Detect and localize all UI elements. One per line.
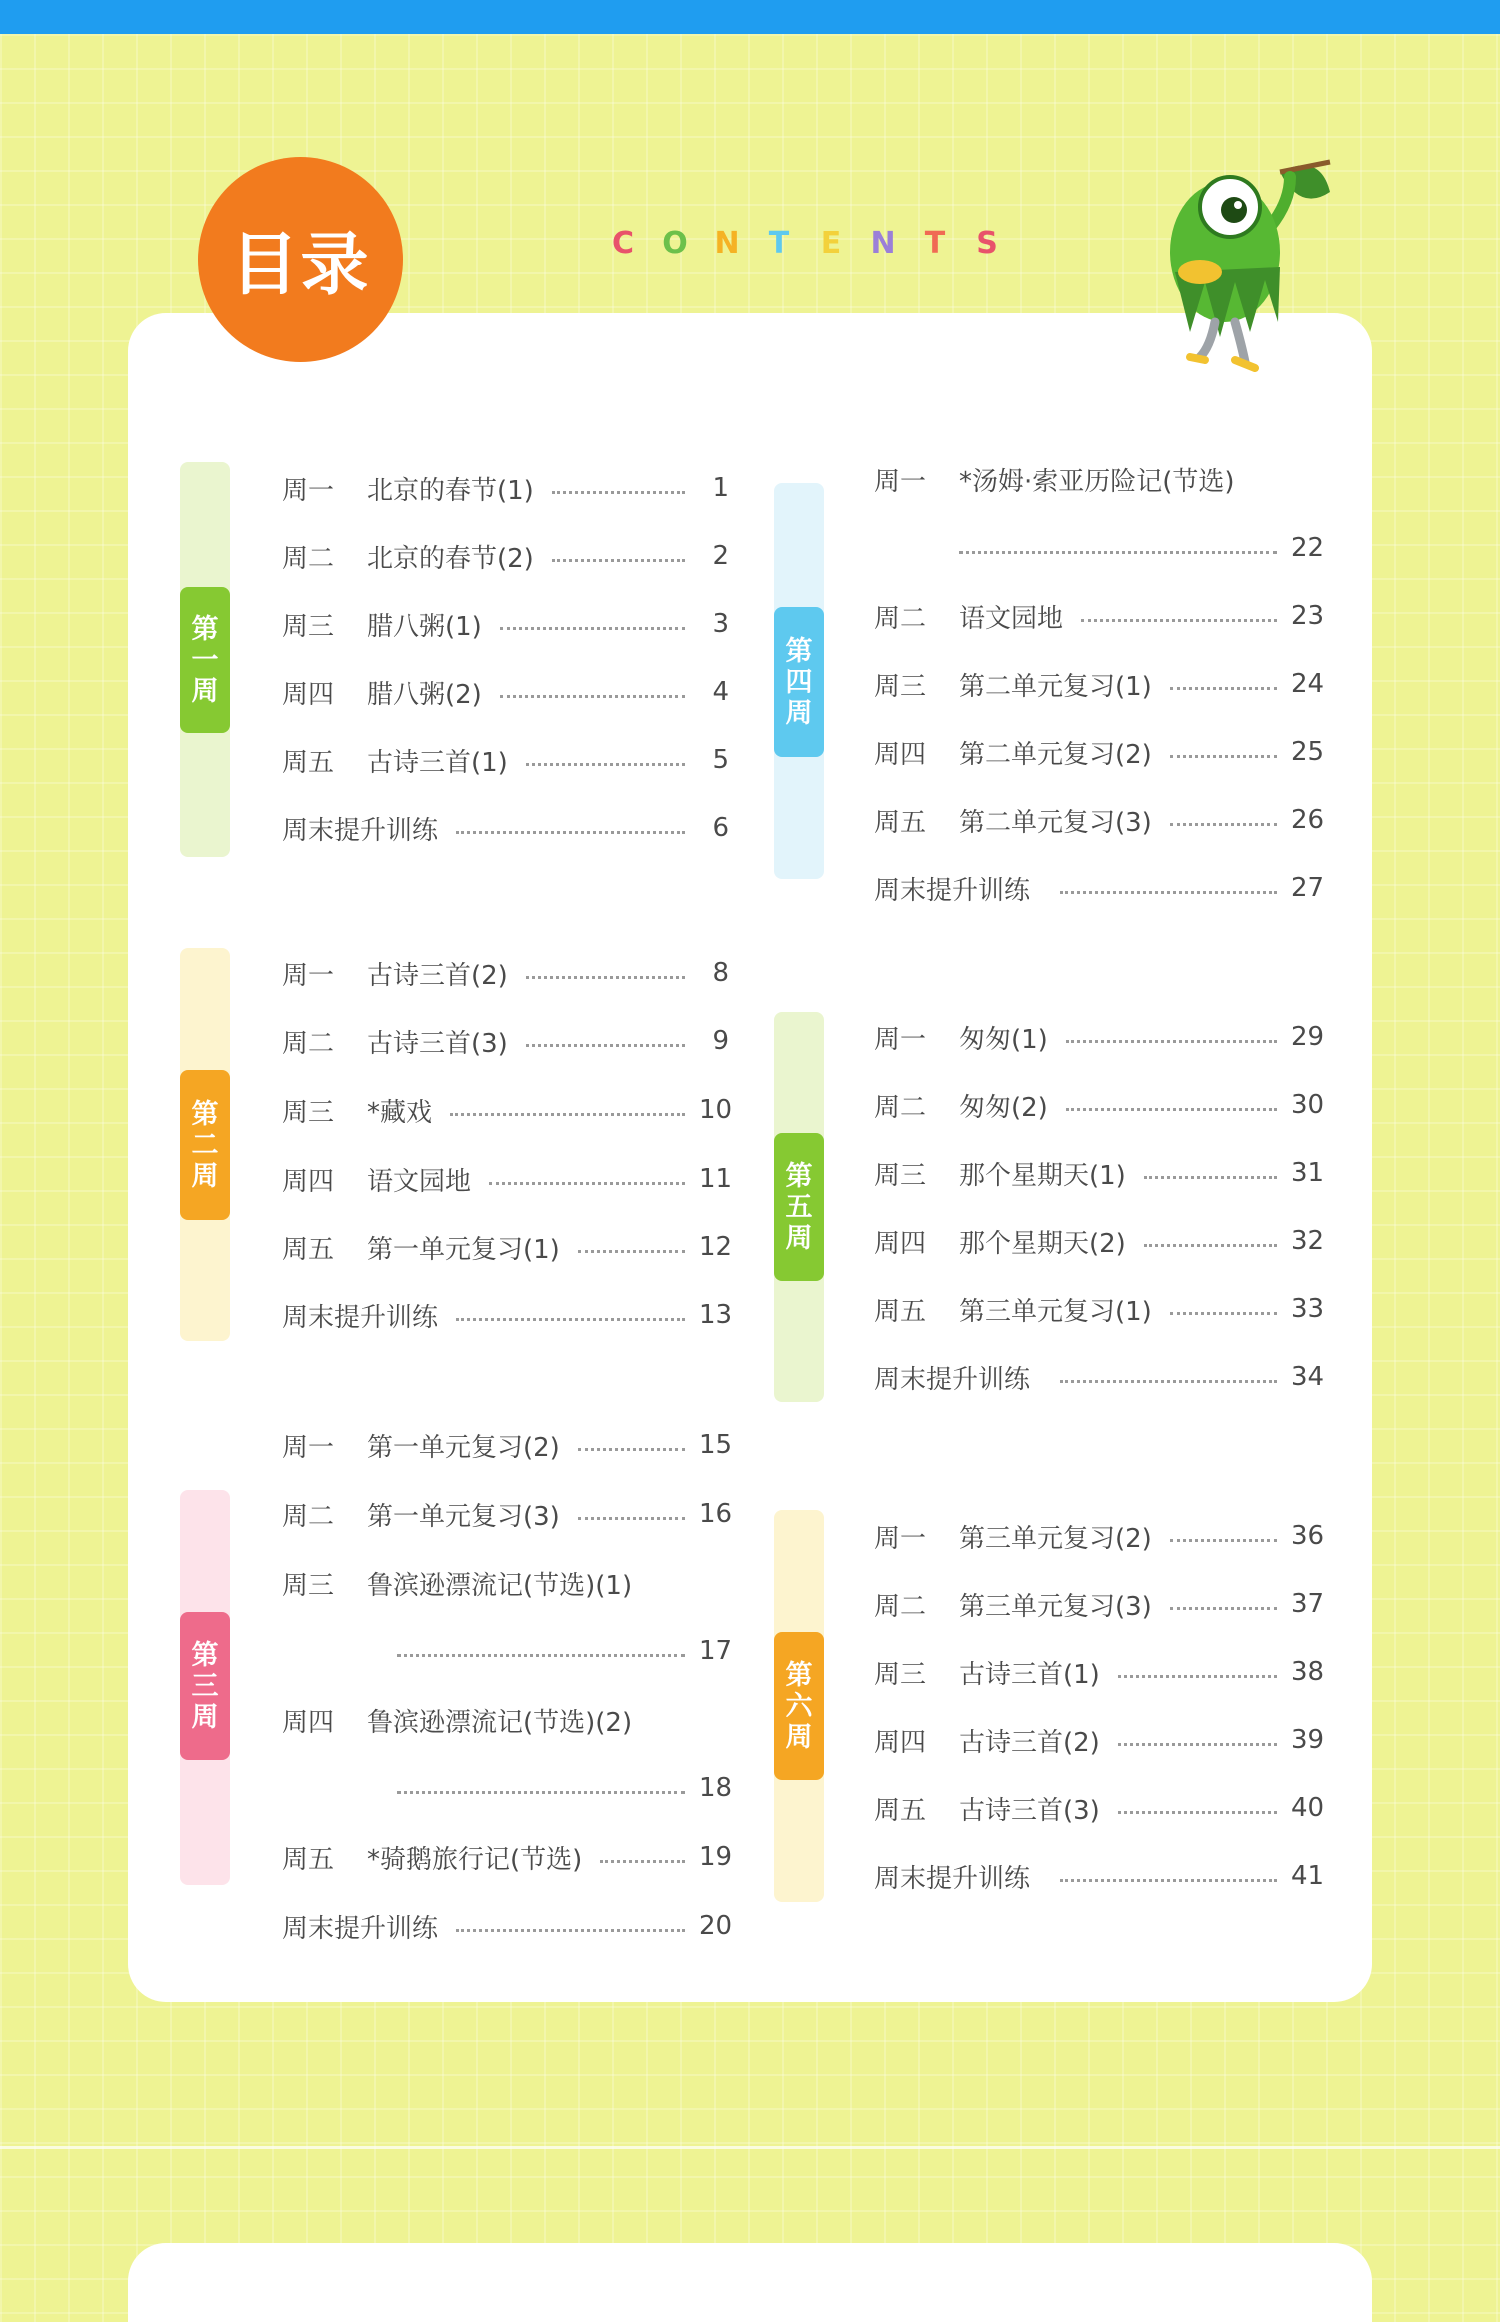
- toc-entry[interactable]: 周三 那个星期天(1) 31: [874, 1158, 1325, 1191]
- contents-letter: O: [662, 226, 688, 261]
- week-6-badge: 第 六 周: [774, 1632, 824, 1780]
- contents-letter: N: [714, 226, 740, 261]
- toc-entry-continuation[interactable]: 17: [397, 1634, 729, 1668]
- toc-entry[interactable]: 周末提升训练 20: [282, 1911, 733, 1944]
- toc-entry[interactable]: 周四 古诗三首(2) 39: [874, 1725, 1325, 1758]
- contents-heading: [610, 226, 1000, 261]
- toc-entry[interactable]: 周二 语文园地 23: [874, 601, 1325, 634]
- toc-entry-continuation[interactable]: 18: [397, 1771, 729, 1805]
- toc-entry[interactable]: 周三 鲁滨逊漂流记(节选)(1): [282, 1570, 633, 1601]
- toc-entry[interactable]: 周末提升训练 27: [874, 873, 1325, 906]
- toc-entry[interactable]: 周四 鲁滨逊漂流记(节选)(2): [282, 1707, 633, 1738]
- week-4-badge: 第 四 周: [774, 607, 824, 757]
- toc-entry[interactable]: 周三 第二单元复习(1) 24: [874, 669, 1325, 702]
- toc-entry[interactable]: 周一 匆匆(1) 29: [874, 1022, 1325, 1055]
- toc-entry[interactable]: 周四 腊八粥(2) 4: [282, 677, 729, 710]
- toc-entry[interactable]: 周三 *藏戏 10: [282, 1095, 733, 1128]
- toc-entry[interactable]: 周一 *汤姆·索亚历险记(节选): [874, 466, 1235, 497]
- toc-entry[interactable]: 周一 第一单元复习(2) 15: [282, 1430, 733, 1463]
- toc-entry[interactable]: 周二 匆匆(2) 30: [874, 1090, 1325, 1123]
- toc-entry[interactable]: 周五 *骑鹅旅行记(节选) 19: [282, 1842, 733, 1875]
- contents-letter: S: [976, 226, 998, 261]
- toc-entry[interactable]: 周五 古诗三首(1) 5: [282, 745, 729, 778]
- toc-entry[interactable]: 周末提升训练 6: [282, 813, 729, 846]
- contents-letter: C: [611, 226, 635, 261]
- toc-entry[interactable]: 周末提升训练 34: [874, 1362, 1325, 1395]
- contents-letter: N: [870, 226, 896, 261]
- monster-mascot-icon: [1130, 132, 1350, 372]
- toc-entry[interactable]: 周五 古诗三首(3) 40: [874, 1793, 1325, 1826]
- page-divider: [0, 2146, 1500, 2149]
- contents-letter: E: [820, 226, 842, 261]
- toc-entry[interactable]: 周末提升训练 41: [874, 1861, 1325, 1894]
- contents-letter: T: [768, 226, 790, 261]
- week-1-badge: 第 一 周: [180, 587, 230, 733]
- week-3-badge: 第 三 周: [180, 1612, 230, 1760]
- toc-entry[interactable]: 周二 古诗三首(3) 9: [282, 1026, 729, 1059]
- toc-entry[interactable]: 周五 第三单元复习(1) 33: [874, 1294, 1325, 1327]
- toc-entry[interactable]: 周三 腊八粥(1) 3: [282, 609, 729, 642]
- week-5-badge: 第 五 周: [774, 1133, 824, 1281]
- toc-entry[interactable]: 周一 第三单元复习(2) 36: [874, 1521, 1325, 1554]
- toc-entry[interactable]: 周四 那个星期天(2) 32: [874, 1226, 1325, 1259]
- top-bar: [0, 0, 1500, 34]
- toc-entry[interactable]: 周一 古诗三首(2) 8: [282, 958, 729, 991]
- week-2-badge: 第 二 周: [180, 1070, 230, 1220]
- toc-entry[interactable]: 周二 第一单元复习(3) 16: [282, 1499, 733, 1532]
- page-title: 目录: [230, 226, 371, 305]
- next-contents-panel: [128, 2243, 1372, 2322]
- title-badge: [198, 157, 403, 362]
- toc-entry[interactable]: 周末提升训练 13: [282, 1300, 733, 1333]
- toc-entry[interactable]: 周三 古诗三首(1) 38: [874, 1657, 1325, 1690]
- toc-entry[interactable]: 周四 语文园地 11: [282, 1164, 733, 1197]
- toc-entry[interactable]: 周二 北京的春节(2) 2: [282, 541, 729, 574]
- toc-entry[interactable]: 周一 北京的春节(1) 1: [282, 473, 729, 506]
- toc-entry[interactable]: 周二 第三单元复习(3) 37: [874, 1589, 1325, 1622]
- contents-letter: T: [924, 226, 946, 261]
- toc-entry[interactable]: 周四 第二单元复习(2) 25: [874, 737, 1325, 770]
- toc-entry[interactable]: 周五 第二单元复习(3) 26: [874, 805, 1325, 838]
- toc-entry[interactable]: 周五 第一单元复习(1) 12: [282, 1232, 733, 1265]
- toc-entry-continuation[interactable]: 22: [959, 531, 1321, 565]
